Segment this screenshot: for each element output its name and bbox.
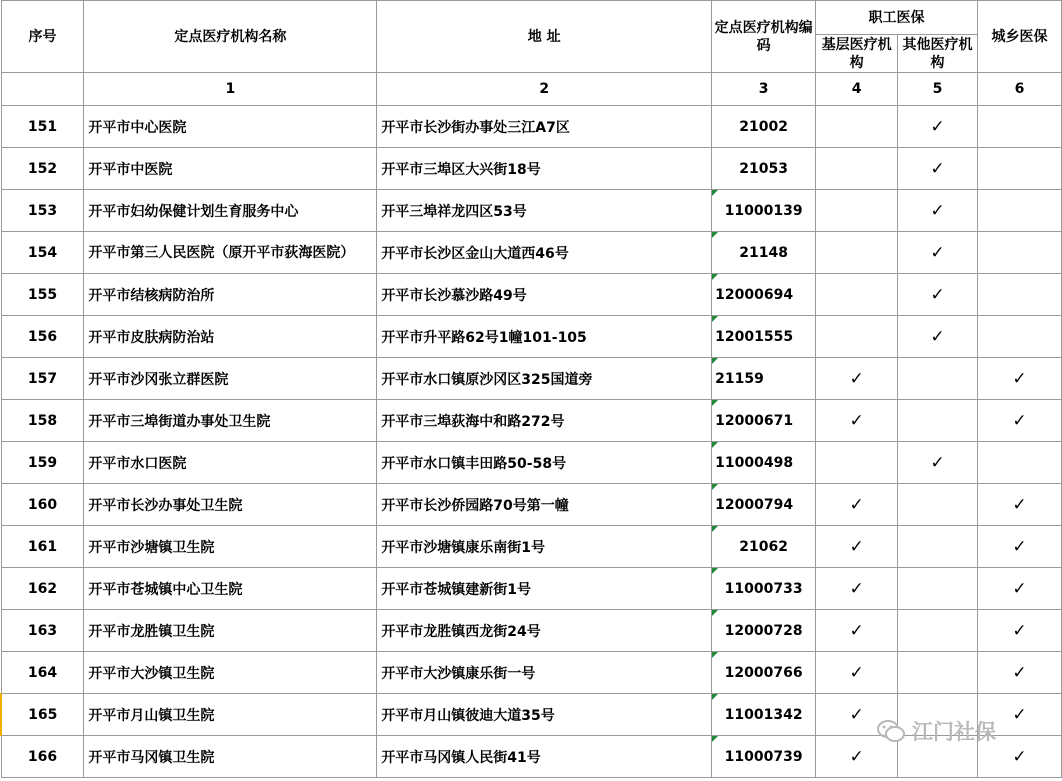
row-code: 21148 — [712, 232, 816, 274]
cell-comment-marker — [712, 400, 718, 406]
row-code: 21159 — [712, 358, 816, 400]
row-address: 开平市长沙区金山大道西46号 — [377, 232, 712, 274]
row-seq: 152 — [1, 148, 84, 190]
row-seq: 162 — [1, 568, 84, 610]
row-seq: 163 — [1, 610, 84, 652]
table-row — [1, 526, 1062, 568]
row-name: 开平市水口医院 — [84, 442, 377, 484]
row-name: 开平市沙塘镇卫生院 — [84, 526, 377, 568]
row-address: 开平市龙胜镇西龙街24号 — [377, 610, 712, 652]
cell-comment-marker — [712, 442, 718, 448]
cell-comment-marker — [712, 694, 718, 700]
row-seq: 155 — [1, 274, 84, 316]
row-basic-check — [816, 274, 898, 316]
row-basic-check — [816, 316, 898, 358]
row-other-check: ✓ — [898, 148, 978, 190]
row-address: 开平市马冈镇人民街41号 — [377, 736, 712, 778]
index-cell — [1, 73, 84, 106]
row-code: 12000766 — [712, 652, 816, 694]
row-address: 开平市苍城镇建新街1号 — [377, 568, 712, 610]
row-code: 12001555 — [712, 316, 816, 358]
table-row — [1, 274, 1062, 316]
row-address: 开平市长沙慕沙路49号 — [377, 274, 712, 316]
row-name: 开平市龙胜镇卫生院 — [84, 610, 377, 652]
row-seq: 160 — [1, 484, 84, 526]
cell-comment-marker — [712, 736, 718, 742]
row-address: 开平市长沙侨园路70号第一幢 — [377, 484, 712, 526]
index-cell: 6 — [977, 73, 1061, 106]
row-basic-check: ✓ — [816, 610, 898, 652]
index-row — [1, 73, 1062, 106]
row-code: 12000728 — [712, 610, 816, 652]
table-row — [1, 442, 1062, 484]
row-other-check — [898, 526, 978, 568]
index-cell: 5 — [898, 73, 978, 106]
row-other-check: ✓ — [898, 190, 978, 232]
header-basic-institution: 基层医疗机构 — [816, 35, 898, 73]
index-cell: 1 — [84, 73, 377, 106]
cell-comment-marker — [712, 232, 718, 238]
row-address: 开平市月山镇彼迪大道35号 — [377, 694, 712, 736]
table-row — [1, 148, 1062, 190]
header-name: 定点医疗机构名称 — [84, 1, 377, 73]
row-seq: 166 — [1, 736, 84, 778]
row-seq: 159 — [1, 442, 84, 484]
row-code: 12000794 — [712, 484, 816, 526]
row-seq: 153 — [1, 190, 84, 232]
row-code: 12000671 — [712, 400, 816, 442]
row-basic-check — [816, 442, 898, 484]
cell-comment-marker — [712, 316, 718, 322]
row-basic-check: ✓ — [816, 526, 898, 568]
table-row — [1, 568, 1062, 610]
cell-comment-marker — [712, 484, 718, 490]
cell-comment-marker — [712, 190, 718, 196]
row-address: 开平市水口镇丰田路50-58号 — [377, 442, 712, 484]
row-name: 开平市妇幼保健计划生育服务中心 — [84, 190, 377, 232]
row-basic-check: ✓ — [816, 400, 898, 442]
row-name: 开平市第三人民医院（原开平市荻海医院） — [84, 232, 377, 274]
row-urban-check: ✓ — [977, 652, 1061, 694]
row-basic-check: ✓ — [816, 484, 898, 526]
row-code: 21002 — [712, 106, 816, 148]
index-cell: 3 — [712, 73, 816, 106]
row-urban-check: ✓ — [977, 694, 1061, 736]
row-name: 开平市马冈镇卫生院 — [84, 736, 377, 778]
table-row — [1, 358, 1062, 400]
row-address: 开平市大沙镇康乐街一号 — [377, 652, 712, 694]
row-seq: 157 — [1, 358, 84, 400]
table-row — [1, 232, 1062, 274]
row-name: 开平市长沙办事处卫生院 — [84, 484, 377, 526]
row-name: 开平市皮肤病防治站 — [84, 316, 377, 358]
row-urban-check: ✓ — [977, 610, 1061, 652]
row-other-check: ✓ — [898, 442, 978, 484]
table-row — [1, 400, 1062, 442]
cell-comment-marker — [712, 526, 718, 532]
table-row — [1, 190, 1062, 232]
row-seq: 154 — [1, 232, 84, 274]
row-urban-check — [977, 106, 1061, 148]
row-basic-check: ✓ — [816, 568, 898, 610]
row-name: 开平市三埠街道办事处卫生院 — [84, 400, 377, 442]
header-address: 地 址 — [377, 1, 712, 73]
wechat-icon — [876, 718, 906, 744]
cell-comment-marker — [712, 358, 718, 364]
row-address: 开平市三埠荻海中和路272号 — [377, 400, 712, 442]
row-urban-check — [977, 148, 1061, 190]
row-urban-check: ✓ — [977, 358, 1061, 400]
row-seq: 165 — [1, 694, 84, 736]
row-code: 11000733 — [712, 568, 816, 610]
row-address: 开平市长沙街办事处三江A7区 — [377, 106, 712, 148]
row-other-check: ✓ — [898, 232, 978, 274]
row-basic-check: ✓ — [816, 358, 898, 400]
cell-comment-marker — [712, 568, 718, 574]
row-address: 开平三埠祥龙四区53号 — [377, 190, 712, 232]
watermark — [876, 716, 996, 746]
row-basic-check: ✓ — [816, 694, 898, 736]
row-urban-check: ✓ — [977, 568, 1061, 610]
row-other-check — [898, 484, 978, 526]
row-other-check — [898, 652, 978, 694]
row-seq: 161 — [1, 526, 84, 568]
row-code: 21062 — [712, 526, 816, 568]
header-other-institution: 其他医疗机构 — [898, 35, 978, 73]
row-seq: 158 — [1, 400, 84, 442]
row-code: 21053 — [712, 148, 816, 190]
row-basic-check: ✓ — [816, 736, 898, 778]
row-seq: 151 — [1, 106, 84, 148]
index-cell: 2 — [377, 73, 712, 106]
header-seq: 序号 — [1, 1, 84, 73]
row-urban-check: ✓ — [977, 526, 1061, 568]
row-other-check — [898, 358, 978, 400]
row-code: 11000739 — [712, 736, 816, 778]
row-basic-check — [816, 190, 898, 232]
header-code: 定点医疗机构编码 — [712, 1, 816, 73]
row-urban-check — [977, 190, 1061, 232]
row-other-check: ✓ — [898, 316, 978, 358]
row-name: 开平市中心医院 — [84, 106, 377, 148]
row-urban-check — [977, 442, 1061, 484]
row-urban-check — [977, 274, 1061, 316]
row-address: 开平市水口镇原沙冈区325国道旁 — [377, 358, 712, 400]
row-code: 12000694 — [712, 274, 816, 316]
header-staff-insurance: 职工医保 — [816, 1, 978, 35]
row-urban-check: ✓ — [977, 484, 1061, 526]
row-name: 开平市沙冈张立群医院 — [84, 358, 377, 400]
row-code: 11000498 — [712, 442, 816, 484]
table-row — [1, 316, 1062, 358]
cell-comment-marker — [712, 610, 718, 616]
table-row — [1, 610, 1062, 652]
row-urban-check: ✓ — [977, 736, 1061, 778]
row-basic-check — [816, 148, 898, 190]
row-name: 开平市中医院 — [84, 148, 377, 190]
row-name: 开平市苍城镇中心卫生院 — [84, 568, 377, 610]
row-address: 开平市三埠区大兴街18号 — [377, 148, 712, 190]
cell-comment-marker — [712, 652, 718, 658]
index-cell: 4 — [816, 73, 898, 106]
row-urban-check: ✓ — [977, 400, 1061, 442]
row-basic-check — [816, 106, 898, 148]
row-seq: 164 — [1, 652, 84, 694]
cell-comment-marker — [712, 274, 718, 280]
row-basic-check: ✓ — [816, 652, 898, 694]
row-name: 开平市结核病防治所 — [84, 274, 377, 316]
row-other-check — [898, 568, 978, 610]
table-row — [1, 106, 1062, 148]
row-address: 开平市升平路62号1幢101-105 — [377, 316, 712, 358]
row-name: 开平市大沙镇卫生院 — [84, 652, 377, 694]
row-other-check: ✓ — [898, 106, 978, 148]
row-other-check — [898, 400, 978, 442]
row-other-check — [898, 610, 978, 652]
header-urban-rural: 城乡医保 — [977, 1, 1061, 73]
watermark-text: 江门社保 — [912, 720, 996, 744]
row-basic-check — [816, 232, 898, 274]
row-urban-check — [977, 232, 1061, 274]
row-urban-check — [977, 316, 1061, 358]
row-other-check: ✓ — [898, 274, 978, 316]
table-row — [1, 484, 1062, 526]
table-row — [1, 652, 1062, 694]
row-code: 11001342 — [712, 694, 816, 736]
row-address: 开平市沙塘镇康乐南街1号 — [377, 526, 712, 568]
row-name: 开平市月山镇卫生院 — [84, 694, 377, 736]
row-code: 11000139 — [712, 190, 816, 232]
row-seq: 156 — [1, 316, 84, 358]
